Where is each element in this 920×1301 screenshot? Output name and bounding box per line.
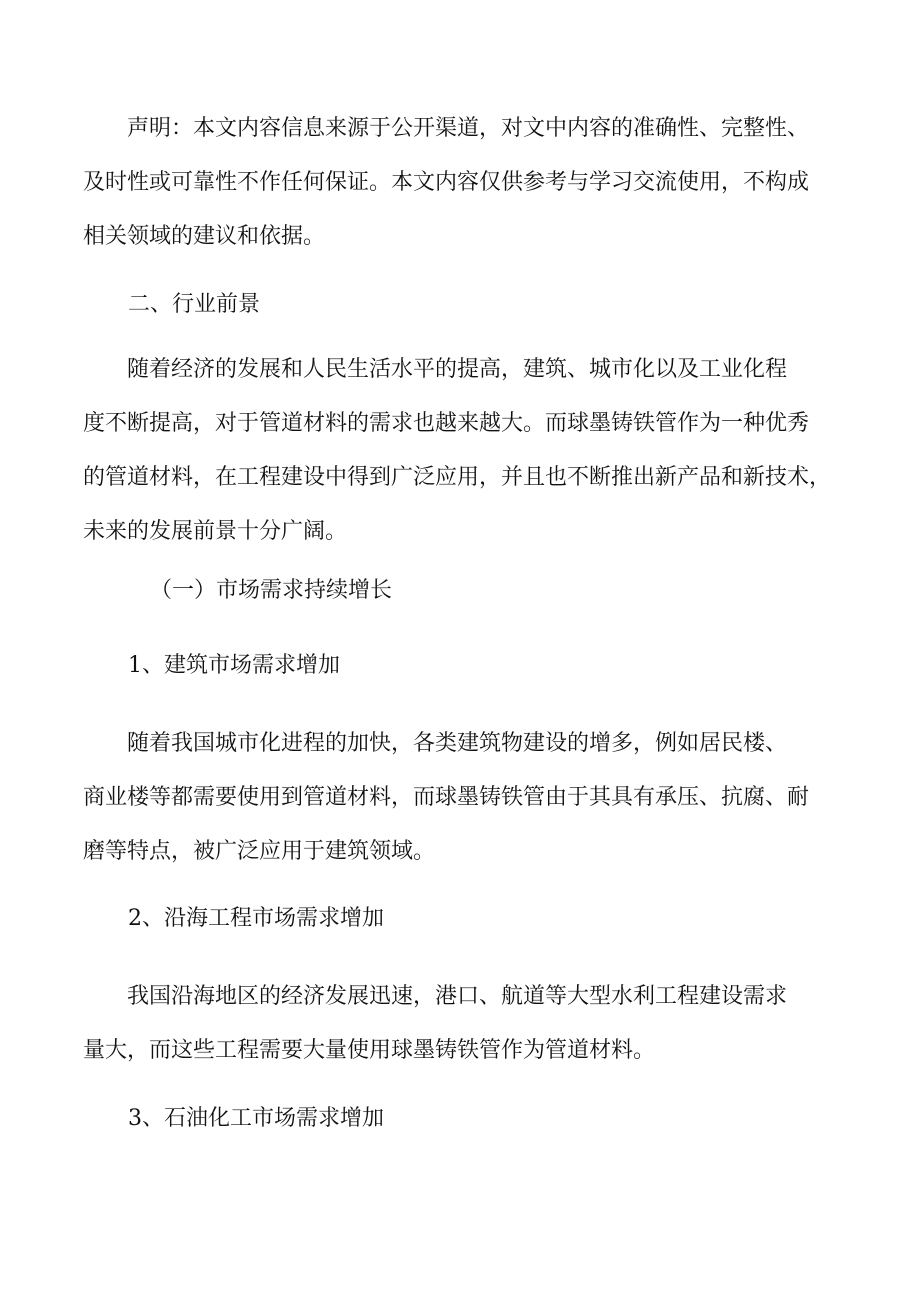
- disclaimer-line: 声明：本文内容信息来源于公开渠道，对文中内容的准确性、完整性、: [127, 116, 810, 141]
- section-heading: 二、行业前景: [128, 292, 261, 317]
- item3-heading: 3、石油化工市场需求增加: [128, 1106, 384, 1131]
- intro-line: 未来的发展前景十分广阔。: [83, 519, 348, 544]
- item1-heading: 1、建筑市场需求增加: [128, 653, 340, 678]
- item2-heading: 2、沿海工程市场需求增加: [128, 906, 384, 931]
- intro-line: 的管道材料，在工程建设中得到广泛应用，并且也不断推出新产品和新技术，: [83, 465, 832, 490]
- item2-line: 量大，而这些工程需要大量使用球墨铸铁管作为管道材料。: [83, 1038, 656, 1063]
- disclaimer-paragraph: [83, 114, 843, 251]
- item2-paragraph: [83, 982, 843, 1065]
- intro-line: 随着经济的发展和人民生活水平的提高，建筑、城市化以及工业化程: [127, 357, 788, 382]
- intro-line: 度不断提高，对于管道材料的需求也越来越大。而球墨铸铁管作为一种优秀: [83, 411, 810, 436]
- item2-line: 我国沿海地区的经济发展迅速，港口、航道等大型水利工程建设需求: [127, 984, 788, 1009]
- item1-line: 商业楼等都需要使用到管道材料，而球墨铸铁管由于其具有承压、抗腐、耐: [83, 785, 810, 810]
- item1-line: 随着我国城市化进程的加快，各类建筑物建设的增多，例如居民楼、: [127, 731, 788, 756]
- disclaimer-line: 相关领域的建议和依据。: [83, 224, 326, 249]
- intro-paragraph: [83, 355, 843, 546]
- item1-paragraph: [83, 729, 843, 866]
- subsection-heading: （一）市场需求持续增长: [150, 578, 393, 603]
- disclaimer-line: 及时性或可靠性不作任何保证。本文内容仅供参考与学习交流使用，不构成: [83, 170, 810, 195]
- item1-line: 磨等特点，被广泛应用于建筑领域。: [83, 839, 436, 864]
